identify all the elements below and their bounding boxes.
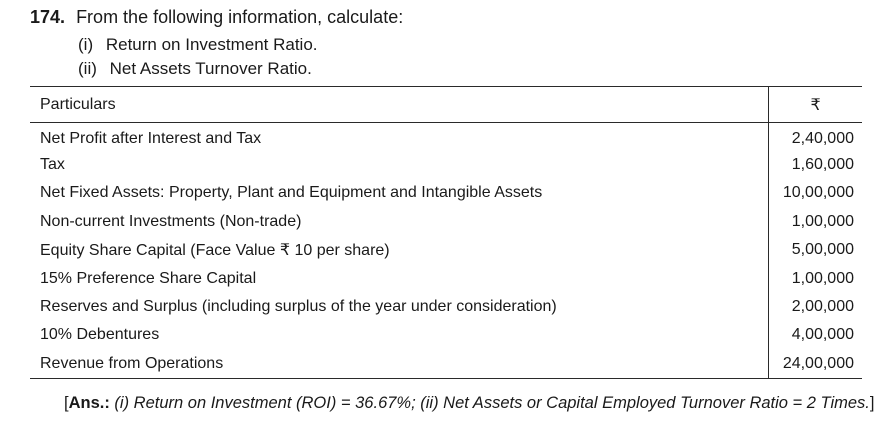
row-amount: 2,00,000 [769,293,862,321]
particulars-table [30,86,862,379]
particulars-header: Particulars [30,87,769,123]
row-particular: Non-current Investments (Non-trade) [40,212,302,230]
table-row [30,350,862,378]
row-amount: 24,00,000 [769,350,862,378]
row-particular: Revenue from Operations [30,350,769,378]
sub-item-text: Net Assets Turnover Ratio. [109,59,312,78]
answer-close-bracket: ] [869,394,875,412]
amount-header: ₹ [769,87,862,123]
row-amount: 1,60,000 [769,151,862,179]
row-particular: 15% Preference Share Capital [40,269,257,287]
row-amount: 1,00,000 [769,208,862,236]
table-row [30,236,862,264]
table-row [30,123,862,151]
sub-item-text: Return on Investment Ratio. [105,35,318,54]
answer-line [64,392,875,414]
question-heading [30,6,403,28]
row-amount: 4,00,000 [769,321,862,349]
row-amount: 1,00,000 [769,264,862,292]
table-row [30,293,862,321]
row-amount: 10,00,000 [769,179,862,207]
row-particular: Net Profit after Interest and Tax [40,129,262,147]
row-particular: Reserves and Surplus (including surplus of the year under consideration) [40,298,557,316]
sub-item-number: (i) [78,35,94,54]
table-row [30,179,862,207]
table-row [30,264,862,292]
table-row [30,321,862,349]
answer-text: (i) Return on Investment (ROI) = 36.67%; (ii) Net Assets or Capital Employed Turnover Ratio = 2 Times. [109,394,870,412]
row-particular: Net Fixed Assets: Property, Plant and Equipment and Intangible Assets [40,184,543,202]
row-particular: Equity Share Capital (Face Value ₹ 10 per share) [40,242,390,260]
answer-label: Ans.: [68,394,110,412]
sub-item-number: (ii) [78,59,97,78]
row-particular: Tax [40,156,65,174]
answer-open-bracket: [ [64,394,69,412]
table-row [30,151,862,179]
sub-item [78,58,312,80]
row-amount: 2,40,000 [769,123,862,151]
question-number: 174. [30,7,66,27]
question-prompt: From the following information, calculate: [76,7,404,27]
row-particular: 10% Debentures [40,326,160,344]
row-amount: 5,00,000 [769,236,862,264]
table-header-row [30,87,862,123]
table-row [30,208,862,236]
sub-item [78,34,318,56]
